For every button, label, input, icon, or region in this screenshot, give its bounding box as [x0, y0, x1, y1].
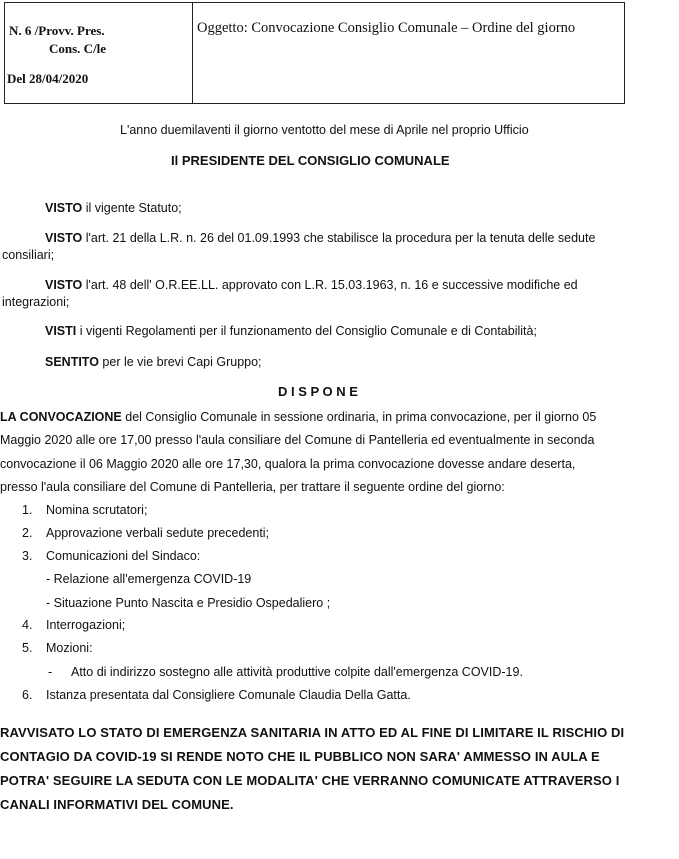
header-table	[4, 2, 625, 104]
notice-line-1: RAVVISATO LO STATO DI EMERGENZA SANITARIA IN ATTO ED AL FINE DI LIMITARE IL RISCHIO DI	[0, 725, 625, 740]
subject-line: Oggetto: Convocazione Consiglio Comunale – Ordine del giorno	[197, 20, 576, 36]
agenda-number: 5.	[22, 641, 33, 655]
convocation-line-3: convocazione il 06 Maggio 2020 alle ore 17,30, qualora la prima convocazione dovesse andare deserta,	[0, 457, 576, 471]
agenda-number: 2.	[22, 526, 33, 540]
agenda-item: Approvazione verbali sedute precedenti;	[46, 526, 270, 540]
premise-5: SENTITO per le vie brevi Capi Gruppo;	[45, 355, 262, 369]
document-title: Il PRESIDENTE DEL CONSIGLIO COMUNALE	[171, 153, 450, 168]
dispone-heading: D I S P O N E	[278, 384, 358, 399]
notice-line-2: CONTAGIO DA COVID-19 SI RENDE NOTO CHE IL PUBBLICO NON SARA' AMMESSO IN AULA E	[0, 749, 600, 764]
convocation-line-2: Maggio 2020 alle ore 17,00 presso l'aula consiliare del Comune di Pantelleria ed eventualmente in seconda	[0, 433, 595, 447]
convocation-line-4: presso l'aula consiliare del Comune di Pantelleria, per trattare il seguente ordine del giorno:	[0, 480, 505, 494]
agenda-subitem: Atto di indirizzo sostegno alle attività produttive colpite dall'emergenza COVID-19.	[71, 665, 523, 679]
premise-2-continuation: consiliari;	[2, 248, 55, 262]
header-reference-cell	[5, 3, 193, 103]
premise-3: VISTO l'art. 48 dell' O.R.EE.LL. approvato con L.R. 15.03.1963, n. 16 e successive modifiche ed	[45, 278, 578, 292]
agenda-number: 3.	[22, 549, 33, 563]
agenda-item: Mozioni:	[46, 641, 93, 655]
agenda-subitem: - Relazione all'emergenza COVID-19	[46, 572, 252, 586]
premise-3-continuation: integrazioni;	[2, 295, 70, 309]
premise-4: VISTI i vigenti Regolamenti per il funzionamento del Consiglio Comunale e di Contabilità;	[45, 324, 537, 338]
act-date: Del 28/04/2020	[7, 71, 89, 86]
intro-line: L'anno duemilaventi il giorno ventotto del mese di Aprile nel proprio Ufficio	[120, 123, 529, 137]
agenda-item: Interrogazioni;	[46, 618, 126, 632]
agenda-bullet: -	[48, 665, 53, 679]
agenda-number: 6.	[22, 688, 33, 702]
issuing-office: Cons. C/le	[49, 41, 107, 56]
premise-2: VISTO l'art. 21 della L.R. n. 26 del 01.09.1993 che stabilisce la procedura per la tenuta delle sedute	[45, 231, 596, 245]
premise-1: VISTO il vigente Statuto;	[45, 201, 182, 215]
agenda-item: Nomina scrutatori;	[46, 503, 148, 517]
notice-line-4: CANALI INFORMATIVI DEL COMUNE.	[0, 797, 234, 812]
notice-line-3: POTRA' SEGUIRE LA SEDUTA CON LE MODALITA' CHE VERRANNO COMUNICATE ATTRAVERSO I	[0, 773, 620, 788]
convocation-line-1: LA CONVOCAZIONE del Consiglio Comunale in sessione ordinaria, in prima convocazione, per il giorno 05	[0, 410, 597, 424]
agenda-item: Istanza presentata dal Consigliere Comunale Claudia Della Gatta.	[46, 688, 411, 702]
agenda-item: Comunicazioni del Sindaco:	[46, 549, 201, 563]
act-number: N. 6 /Provv. Pres.	[9, 23, 105, 38]
agenda-number: 4.	[22, 618, 33, 632]
agenda-subitem: - Situazione Punto Nascita e Presidio Ospedaliero ;	[46, 596, 331, 610]
agenda-number: 1.	[22, 503, 33, 517]
